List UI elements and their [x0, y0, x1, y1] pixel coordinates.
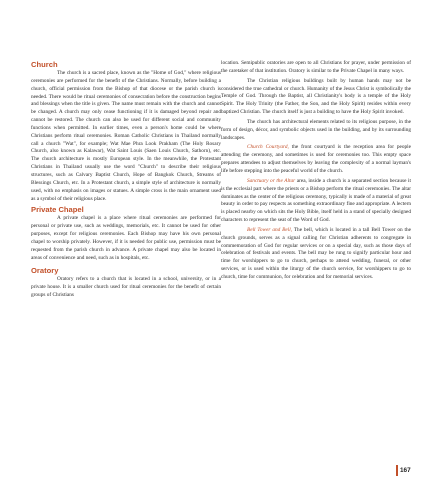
left-column	[31, 60, 221, 300]
sanctuary-paragraph	[221, 178, 411, 225]
courtyard-term: Church Courtyard,	[247, 144, 289, 151]
architectural-elements-paragraph: The church has architectural elements related to its religious purpose, in the form of design, décor, and symbolic objects used in the building, and by its surrounding landscapes.	[221, 118, 411, 141]
church-heading: Church	[31, 60, 58, 69]
oratory-continued-paragraph: location. Semipublic oratories are open to all Christians for prayer, under permission of the caretaker of that institution. Oratory is similar to the Private Chapel in many ways.	[221, 60, 411, 74]
right-column	[221, 60, 411, 282]
bell-tower-text: The bell, which is located in a tall Bell Tower on the church grounds, serves as a signal calling for Christian adherents to congregate in commemoration of God for regular services or on a special day, such as those days of celebration of festivals and events. The bell may be rung to signify particular hour and time for worshippers to go to church, perhaps to attend wedding, funeral, or other services, or is used within the liturgy of the church service, for worshippers to go to church, time for communion, for celebration and for memorial services.	[221, 226, 411, 280]
sanctuary-text: area, inside a church is a separated section because it is the ecclesial part where the priests or a Bishop perform the ritual ceremonies. The altar dominates as the center of the religious ceremony, typically is made of a material of great beauty in order to pay respects as something extraordinary fine and appropriate. A lectern is placed nearby on which sits the Holy Bible, itself held in a stand of specially designed characters to represent the seat of the Word of God.	[221, 177, 411, 224]
sanctuary-term: Sanctuary or the Altar	[247, 177, 296, 184]
church-paragraph: The church is a sacred place, known as the "Home of God," where religious ceremonies are performed for the benefit of the Christians. Normally, before building a church, official permission from the Bishop of that diocese or the parish church is needed. There would be ritual ceremonies of consecration before the construction begins and blessings when the title is given. The name must remain with the church and cannot be changed. A church may only cease functioning if it is damaged beyond repair and cannot be restored. The church can also be used for different social and community functions when permitted. In earlier times, even a person's home could be where Christians perform ritual ceremonies. Roman Catholic Christians in Thailand normally call a church "Wat", for example; Wat Mae Phra Look Prakham (The Holy Rosary Church, also known as Kalawar), Wat Saint Louis (Saen Louis Church, Sathorn), etc. The church architecture is mostly European style. In the meanwhile, the Protestant Christians in Thailand usually use the word "Church" to describe their religious structures, such as Calvary Baptist Church, Hope of Bangkok Church, Streams of Blessings Church, etc. In a Protestant church, a simple style of architecture is normally used, with no emphasis on images or statues. A simple cross is the main ornament used as a symbol of their religious place.	[31, 70, 221, 202]
bell-tower-term: Bell Tower and Bell,	[247, 226, 293, 233]
private-chapel-heading: Private Chapel	[31, 205, 84, 215]
private-chapel-paragraph: A private chapel is a place where ritual ceremonies are performed for personal or private use, such as weddings, memorials, etc. It cannot be used for other purposes, except for religious ceremonies. Each Bishop may have his own personal chapel to worship privately. However, if it is needed for public use, permission must be requested from the parish church in advance. A private chapel may also be located in areas of convenience and need, such as in hospitals, etc.	[31, 215, 221, 261]
bell-tower-paragraph	[221, 227, 411, 282]
christian-buildings-paragraph: The Christian religious buildings built by human hands may not be considered the true cathedral or church. Humanity of the Jesus Christ is symbolically the Temple of God. Through the Baptist, all Christianity's body is a temple of the Holy Spirit. The Holy Trinity (the Father, the Son, and the Holy Spirit) resides within every baptized Christian. The church itself is just a building to have the Holy Spirit invoked.	[221, 77, 411, 116]
oratory-heading: Oratory	[31, 266, 59, 276]
courtyard-paragraph	[221, 144, 411, 175]
oratory-paragraph: Oratory refers to a church that is located in a school, university, or in a private house. It is a smaller church used for ritual ceremonies for the benefit of certain groups of Christians	[31, 276, 221, 299]
page-number-marker	[396, 465, 398, 476]
page-number: 167	[400, 467, 411, 474]
courtyard-text: the front courtyard is the reception area for people attending the ceremony, and sometimes is used for ceremonies too. This empty space prepares attendees to adjust themselves by leaving the complexity of a normal layman's life before stepping into the peaceful world of the church.	[221, 144, 412, 174]
